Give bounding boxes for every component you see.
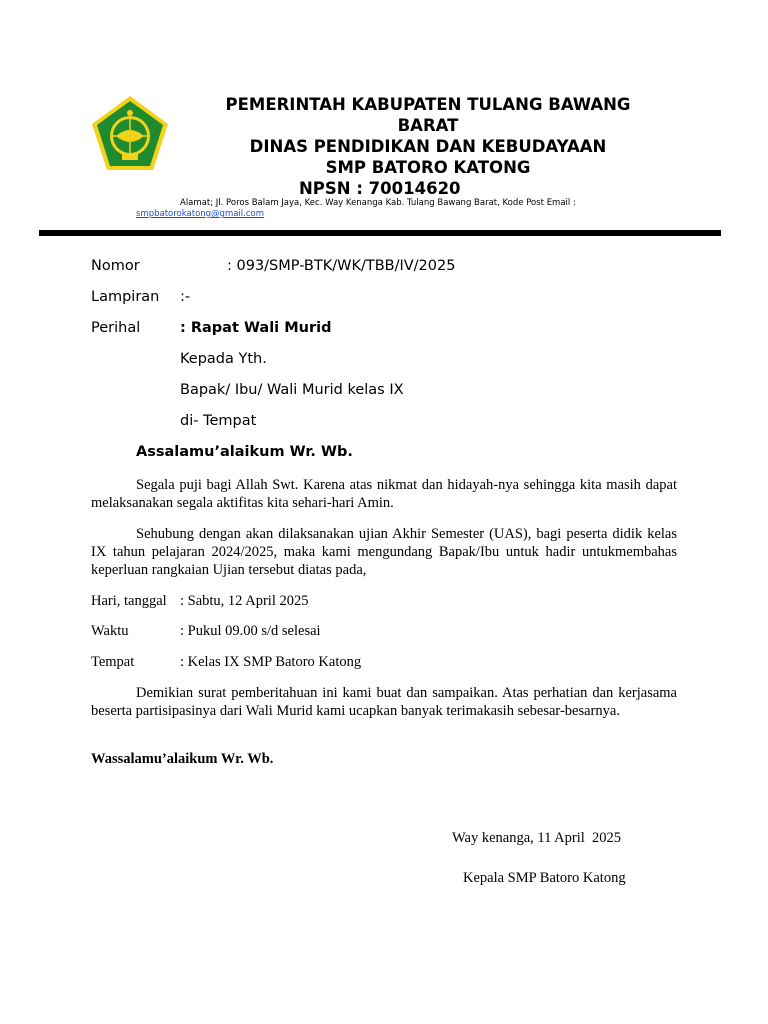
hari-label: Hari, tanggal xyxy=(91,593,167,609)
signature-title: Kepala SMP Batoro Katong xyxy=(463,870,626,886)
recipient-line3: di- Tempat xyxy=(180,413,257,429)
header-npsn: NPSN : 70014620 xyxy=(299,179,461,198)
perihal-value: : Rapat Wali Murid xyxy=(180,320,332,336)
waktu-label: Waktu xyxy=(91,623,129,639)
paragraph-closing: Demikian surat pemberitahuan ini kami buat dan sampaikan. Atas perhatian dan kerjasama beserta partisipasinya dari Wali Murid kami ucapkan banyak terimakasih sebesar-besarnya. xyxy=(91,685,677,719)
header-address: Alamat; Jl. Poros Balam Jaya, Kec. Way Kenanga Kab. Tulang Bawang Barat, Kode Post Email : xyxy=(180,198,576,208)
header-address-block xyxy=(136,198,656,220)
greeting: Assalamu’alaikum Wr. Wb. xyxy=(136,444,353,460)
header-school-name: SMP BATORO KATONG xyxy=(325,158,531,177)
recipient-line2: Bapak/ Ibu/ Wali Murid kelas IX xyxy=(180,382,404,398)
perihal-label: Perihal xyxy=(91,320,141,336)
hari-value: : Sabtu, 12 April 2025 xyxy=(180,593,309,609)
lampiran-label: Lampiran xyxy=(91,289,160,305)
header-agency: DINAS PENDIDIKAN DAN KEBUDAYAAN xyxy=(249,137,607,156)
header-email-link[interactable]: smpbatorokatong@gmail.com xyxy=(136,209,265,219)
signature-place-date: Way kenanga, 11 April 2025 xyxy=(452,830,622,846)
recipient-line1: Kepada Yth. xyxy=(180,351,267,367)
paragraph-opening: Segala puji bagi Allah Swt. Karena atas nikmat dan hidayah-nya sehingga kita masih dapat melaksanakan segala aktifitas kita sehari-hari Amin. xyxy=(91,477,677,511)
waktu-value: : Pukul 09.00 s/d selesai xyxy=(180,623,321,639)
letterhead-divider xyxy=(39,230,721,236)
header-government: PEMERINTAH KABUPATEN TULANG BAWANG xyxy=(225,95,631,114)
tempat-value: : Kelas IX SMP Batoro Katong xyxy=(180,654,362,670)
nomor-label: Nomor xyxy=(91,258,140,274)
lampiran-value: :- xyxy=(180,289,191,305)
paragraph-invitation: Sehubung dengan akan dilaksanakan ujian Akhir Semester (UAS), bagi peserta didik kelas IX tahun pelajaran 2024/2025, maka kami mengundang Bapak/Ibu untuk hadir untukmembahas keperluan rangkaian Ujian tersebut diatas pada, xyxy=(91,526,677,578)
nomor-value: : 093/SMP-BTK/WK/TBB/IV/2025 xyxy=(227,258,456,274)
tempat-label: Tempat xyxy=(91,654,135,670)
header-region: BARAT xyxy=(397,116,459,135)
closing-salutation: Wassalamu’alaikum Wr. Wb. xyxy=(91,751,274,767)
